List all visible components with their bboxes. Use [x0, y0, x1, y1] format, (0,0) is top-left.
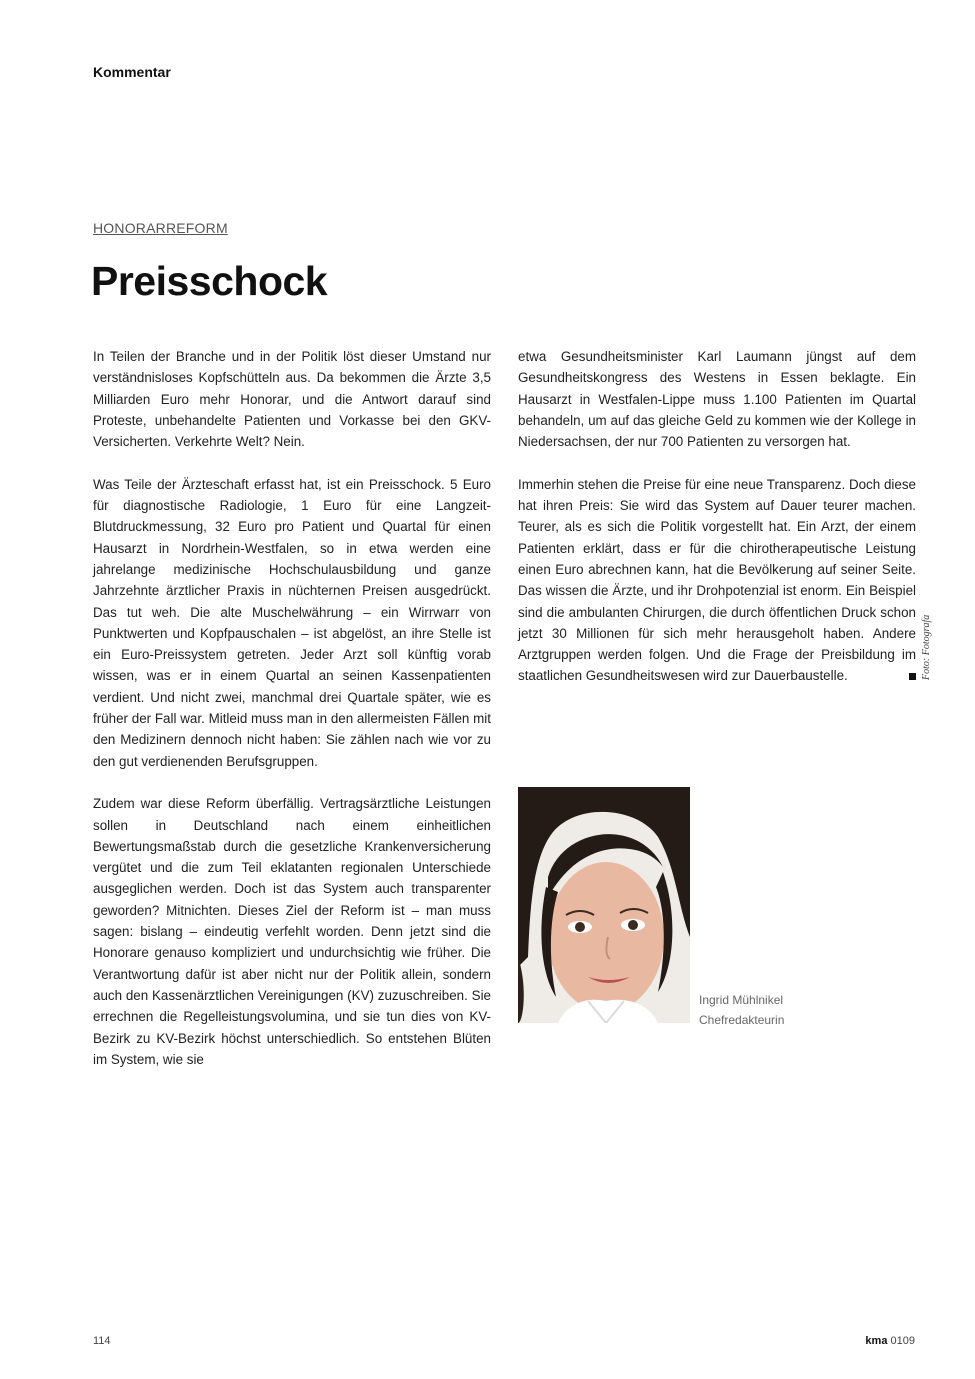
section-label: Kommentar: [93, 64, 171, 80]
article-headline: Preisschock: [91, 258, 328, 304]
photo-credit: Foto: Fotografa: [921, 614, 932, 680]
end-of-article-mark: [909, 673, 916, 680]
author-caption: [699, 990, 784, 1030]
article-kicker: HONORARREFORM: [93, 220, 228, 236]
paragraph: Zudem war diese Reform überfällig. Vertragsärztliche Leistungen sollen in Deutschland nach einem einheitlichen Bewertungsmaßstab durch die gesetzliche Krankenversicherung vergütet und die zum Teil eklatanten regionalen Unterschiede ausgeglichen werden. Doch ist das System auch transparenter geworden? Mitnichten. Dieses Ziel der Reform ist – man muss sagen: bislang – eindeutig verfehlt worden. Denn jetzt sind die Honorare genauso kompliziert und undurchsichtig wie früher. Die Verantwortung dafür ist aber nicht nur der Politik allein, sondern auch den Kassenärztlichen Vereinigungen (KV) zuzuschreiben. Sie errechnen die Regelleistungsvolumina, und sie tun dies von KV-Bezirk zu KV-Bezirk höchst unterschiedlich. So entstehen Blüten im System, wie sie: [93, 796, 491, 1067]
author-photo: [518, 787, 690, 1023]
author-name: Ingrid Mühlnikel: [699, 993, 784, 1007]
paragraph-text: Immerhin stehen die Preise für eine neue Transparenz. Doch diese hat ihren Preis: Sie wird das System auf Dauer teurer machen. Teurer, als es sich die Politik vorgestellt hat. Ein Arzt, der einem Patienten erklärt, dass er für die chirotherapeutische Leistung einen Euro abrechnen kann, hat die Bevölkerung auf seiner Seite. Das wissen die Ärzte, und ihr Drohpotenzial ist enorm. Ein Beispiel sind die ambulanten Chirurgen, die durch öffentlichen Druck schon jetzt 30 Millionen für sich mehr herausgeholt haben. Andere Arztgruppen werden folgen. Und die Frage der Preisbildung im staatlichen Gesundheitswesen wird zur Dauerbaustelle.: [518, 476, 916, 684]
article-column-right: [518, 346, 916, 708]
issue-number: 0109: [890, 1335, 915, 1347]
paragraph: Was Teile der Ärzteschaft erfasst hat, ist ein Preisschock. 5 Euro für diagnostische Radiologie, 1 Euro für eine Langzeit-Blutdruckmessung, 32 Euro pro Patient und Quartal für einen Hausarzt in Nordrhein-Westfalen, so in etwa werden eine jahrelange medizinische Hochschulausbildung und ganze Jahrzehnte ärztlicher Praxis in nüchternen Preisen ausgedrückt. Das tut weh. Die alte Muschelwährung – ein Wirrwarr von Punktwerten und Kopfpauschalen – ist abgelöst, an ihre Stelle ist ein Euro-Preissystem getreten. Jeder Arzt soll künftig vorab wissen, was er in einem Quartal an seinen Kassenpatienten verdient. Und nicht zwei, manchmal drei Quartale später, wie es früher der Fall war. Mitleid muss man in den allermeisten Fällen mit den Medizinern dennoch nicht haben: Sie zählen nach wie vor zu den gut verdienenden Berufsgruppen.: [93, 476, 491, 769]
paragraph: [518, 474, 916, 687]
footer-issue: [865, 1335, 915, 1347]
paragraph: etwa Gesundheitsminister Karl Laumann jüngst auf dem Gesundheitskongress des Westens in Essen beklagte. Ein Hausarzt in Westfalen-Lippe muss 1.100 Patienten im Quartal behandeln, um auf das gleiche Geld zu kommen wie der Kollege in Niedersachsen, der nur 700 Patienten zu versorgen hat.: [518, 349, 916, 450]
author-role: Chefredakteurin: [699, 1013, 785, 1027]
magazine-brand: kma: [865, 1335, 888, 1347]
paragraph: In Teilen der Branche und in der Politik löst dieser Umstand nur verständnisloses Kopfschütteln aus. Da bekommen die Ärzte 3,5 Milliarden Euro mehr Honorar, und die Antwort darauf sind Proteste, unbehandelte Patienten und Vorkasse bei den GKV-Versicherten. Verkehrte Welt? Nein.: [93, 349, 491, 450]
article-column-left: [93, 346, 491, 1091]
page-number: 114: [93, 1335, 111, 1347]
